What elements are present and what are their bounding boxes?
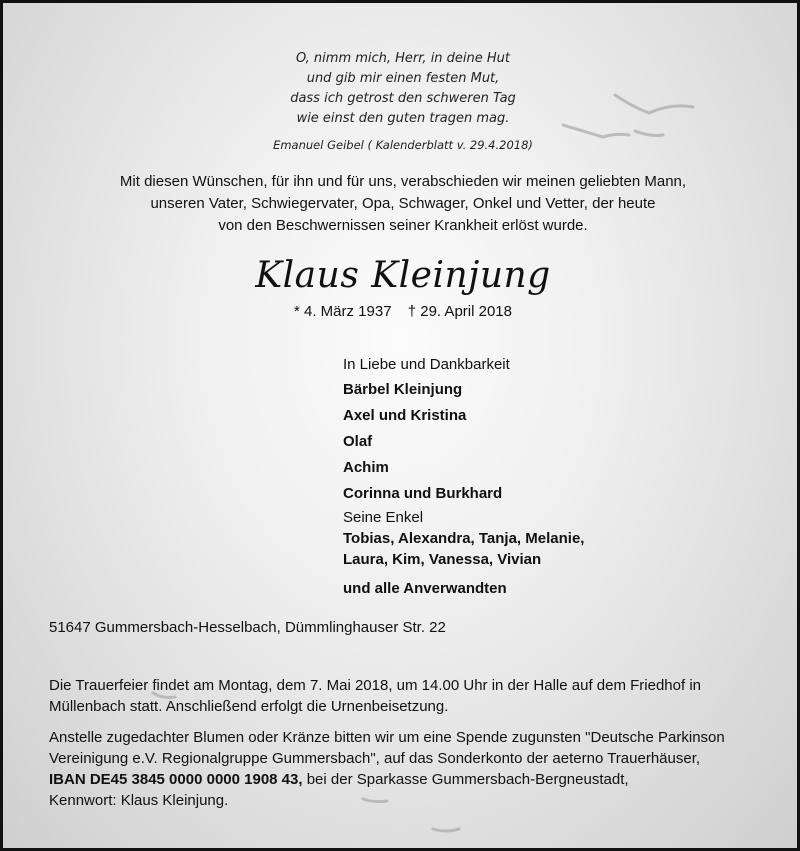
donation-info — [49, 727, 779, 811]
intro-line: Mit diesen Wünschen, für ihn und für uns, verabschieden wir meinen geliebten Mann, — [119, 173, 687, 190]
ceremony-line: Müllenbach statt. Anschließend erfolgt die Urnenbeisetzung. — [49, 698, 449, 715]
grandchildren-names: Tobias, Alexandra, Tanja, Melanie, — [343, 530, 585, 547]
donation-keyword: Kennwort: Klaus Kleinjung. — [49, 792, 229, 809]
seagull-6 — [433, 829, 459, 831]
poem-line: O, nimm mich, Herr, in deine Hut — [295, 51, 511, 66]
mourners-intro: In Liebe und Dankbarkeit — [343, 356, 510, 373]
ceremony-info — [49, 675, 769, 717]
iban: IBAN DE45 3845 0000 0000 1908 43, — [49, 771, 303, 788]
life-dates — [3, 303, 800, 320]
intro-line: von den Beschwernissen seiner Krankheit erlöst wurde. — [218, 217, 588, 234]
poem-line: dass ich getrost den schweren Tag — [290, 91, 516, 106]
donation-line: Vereinigung e.V. Regionalgruppe Gummersbach", auf das Sonderkonto der aeterno Trauerhäuser, — [49, 750, 701, 767]
mourner-name: Bärbel Kleinjung — [343, 381, 463, 398]
intro-text — [3, 171, 800, 237]
death-date: † 29. April 2018 — [407, 303, 512, 320]
poem-line: und gib mir einen festen Mut, — [306, 71, 500, 86]
donation-line: Anstelle zugedachter Blumen oder Kränze bitten wir um eine Spende zugunsten "Deutsche Parkinson — [49, 729, 725, 746]
bank-name: bei der Sparkasse Gummersbach-Bergneustadt, — [302, 771, 629, 788]
mourner-name: Corinna und Burkhard — [343, 485, 503, 502]
donation-line — [49, 769, 779, 790]
address: 51647 Gummersbach-Hesselbach, Dümmlinghauser Str. 22 — [49, 619, 446, 636]
grandchildren-label: Seine Enkel — [343, 509, 424, 526]
mourners-list — [343, 353, 584, 602]
ceremony-line: Die Trauerfeier findet am Montag, dem 7. Mai 2018, um 14.00 Uhr in der Halle auf dem Friedhof in — [49, 677, 701, 694]
grandchildren-names: Laura, Kim, Vanessa, Vivian — [343, 551, 542, 568]
birth-date: * 4. März 1937 — [294, 303, 392, 320]
poem-author: Emanuel Geibel ( Kalenderblatt v. 29.4.2018) — [273, 138, 533, 152]
intro-line: unseren Vater, Schwiegervater, Opa, Schwager, Onkel und Vetter, der heute — [150, 195, 656, 212]
poem-line: wie einst den guten tragen mag. — [296, 111, 510, 126]
mourners-closing: und alle Anverwandten — [343, 580, 507, 597]
mourner-name: Achim — [343, 459, 389, 476]
mourner-name: Axel und Kristina — [343, 407, 467, 424]
poem — [3, 49, 800, 155]
mourner-name: Olaf — [343, 433, 373, 450]
deceased-name: Klaus Kleinjung — [255, 255, 551, 296]
